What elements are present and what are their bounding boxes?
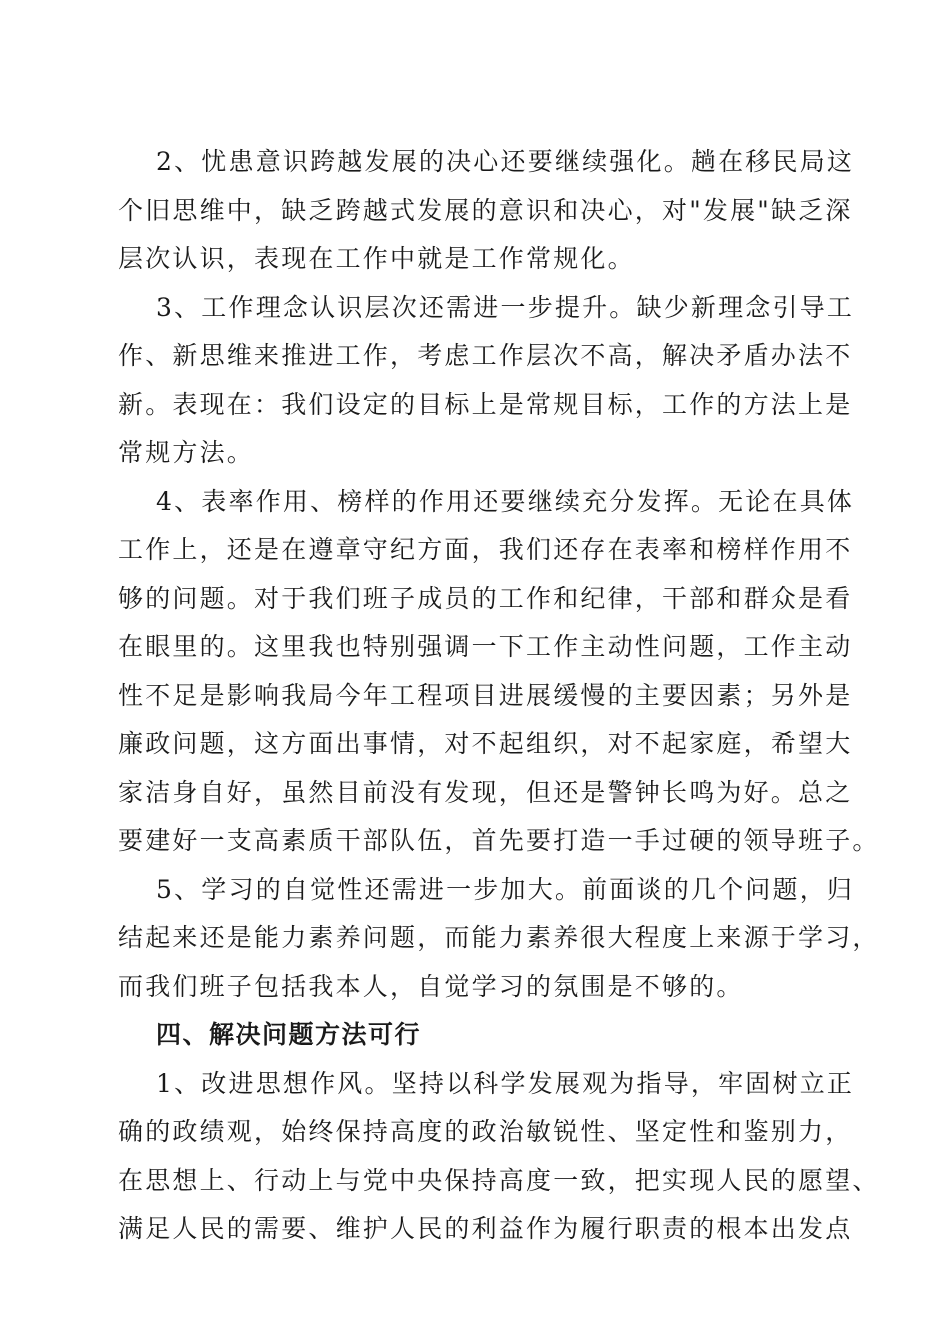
paragraph-4-line-1: 4、表率作用、榜样的作用还要继续充分发挥。无论在具体: [156, 486, 855, 516]
section-heading: 四、解决问题方法可行: [156, 1020, 422, 1049]
paragraph-4-line-7: 家洁身自好，虽然目前没有发现，但还是警钟长鸣为好。总之: [118, 777, 853, 807]
paragraph-5-line-1: 5、学习的自觉性还需进一步加大。前面谈的几个问题，归: [156, 874, 855, 904]
paragraph-s4-1-line-2: 确的政绩观，始终保持高度的政治敏锐性、坚定性和鉴别力，: [118, 1117, 853, 1146]
paragraph-3-line-3: 新。表现在：我们设定的目标上是常规目标，工作的方法上是: [118, 389, 853, 419]
paragraph-2-line-2: 个旧思维中，缺乏跨越式发展的意识和决心，对"发展"缺乏深: [118, 195, 853, 225]
paragraph-s4-1-line-1: 1、改进思想作风。坚持以科学发展观为指导，牢固树立正: [156, 1068, 855, 1098]
paragraph-2-line-1: 2、忧患意识跨越发展的决心还要继续强化。趟在移民局这: [156, 147, 855, 176]
paragraph-4-line-4: 在眼里的。这里我也特别强调一下工作主动性问题，工作主动: [118, 632, 853, 661]
paragraph-3-line-1: 3、工作理念认识层次还需进一步提升。缺少新理念引导工: [156, 292, 855, 322]
paragraph-4-line-5: 性不足是影响我局今年工程项目进展缓慢的主要因素；另外是: [118, 680, 853, 710]
paragraph-3-line-2: 作、新思维来推进工作，考虑工作层次不高，解决矛盾办法不: [118, 341, 853, 370]
paragraph-2-line-3: 层次认识，表现在工作中就是工作常规化。: [118, 244, 635, 273]
paragraph-s4-1-line-3: 在思想上、行动上与党中央保持高度一致，把实现人民的愿望、: [118, 1165, 880, 1195]
document-body: [118, 138, 880, 1254]
paragraph-4-line-3: 够的问题。对于我们班子成员的工作和纪律，干部和群众是看: [118, 583, 853, 613]
paragraph-5-line-3: 而我们班子包括我本人，自觉学习的氛围是不够的。: [118, 971, 744, 1001]
paragraph-s4-1-line-4: 满足人民的需要、维护人民的利益作为履行职责的根本出发点: [118, 1214, 853, 1243]
paragraph-4-line-8: 要建好一支高素质干部队伍，首先要打造一手过硬的领导班子。: [118, 826, 880, 855]
paragraph-3-line-4: 常规方法。: [118, 438, 255, 467]
paragraph-5-line-2: 结起来还是能力素养问题，而能力素养很大程度上来源于学习，: [118, 923, 880, 952]
paragraph-4-line-2: 工作上，还是在遵章守纪方面，我们还存在表率和榜样作用不: [118, 535, 853, 564]
paragraph-4-line-6: 廉政问题，这方面出事情，对不起组织，对不起家庭，希望大: [118, 729, 853, 758]
